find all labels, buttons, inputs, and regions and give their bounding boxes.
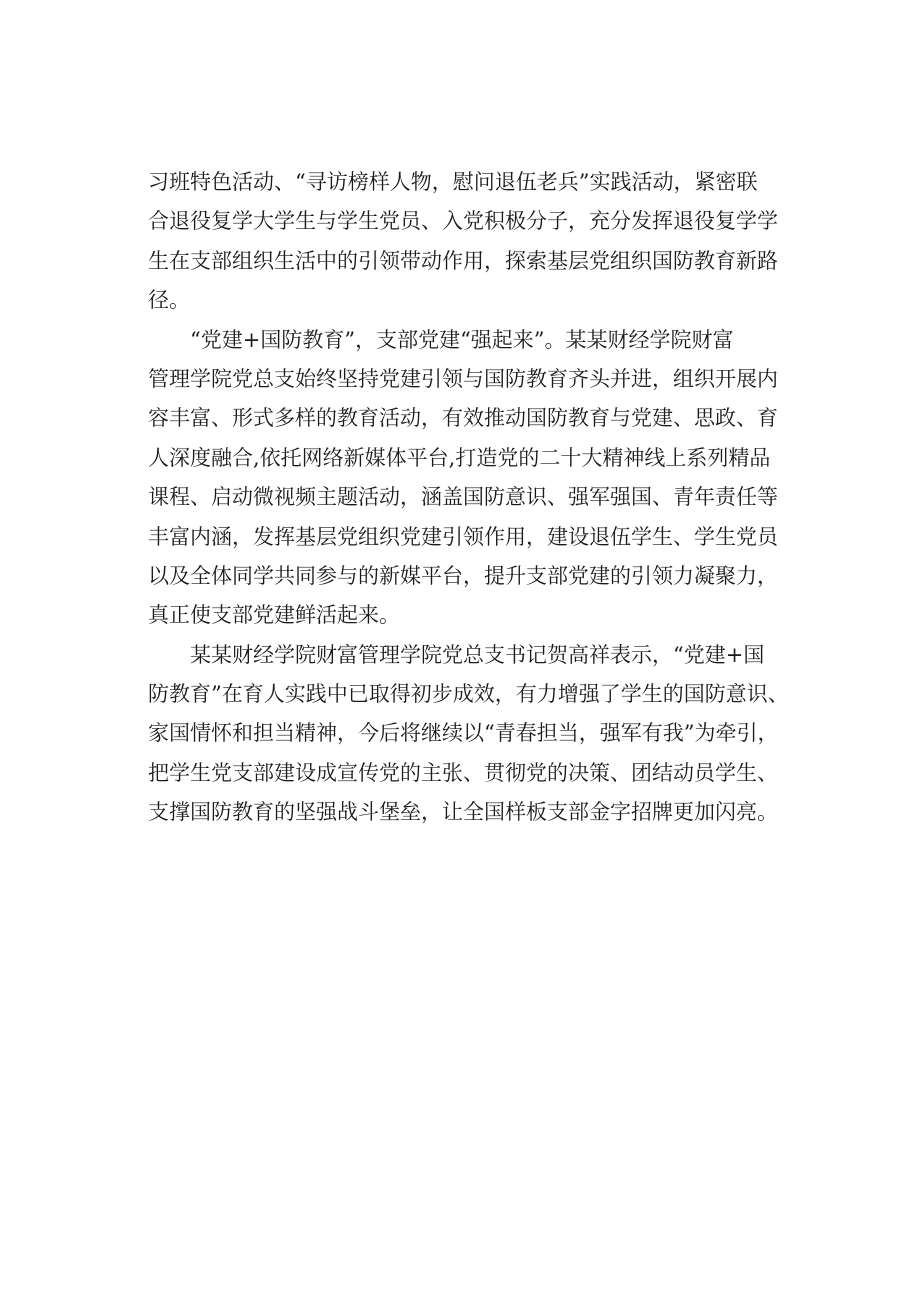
paragraph-line: 把学生党支部建设成宣传党的主张、贯彻党的决策、团结动员学生、 [148,760,778,785]
paragraph-1 [148,163,808,321]
paragraph-line: 防教育”在育人实践中已取得初步成效，有力增强了学生的国防意识、 [148,682,789,707]
article-body [148,163,808,833]
paragraph-line: 生在支部组织生活中的引领带动作用，探索基层党组织国防教育新路 [148,248,778,273]
paragraph-2 [148,321,808,636]
paragraph-3 [148,636,808,833]
paragraph-line: 真正使支部党建鲜活起来。 [148,603,400,628]
paragraph-line: 支撑国防教育的坚强战斗堡垒，让全国样板支部金字招牌更加闪亮。 [148,800,778,825]
paragraph-line: 以及全体同学共同参与的新媒平台，提升支部党建的引领力凝聚力， [148,563,778,588]
paragraph-line: 径。 [148,288,190,313]
paragraph-line: 家国情怀和担当精神，今后将继续以“青春担当，强军有我”为牵引， [148,721,779,746]
paragraph-line: 人深度融合,依托网络新媒体平台,打造党的二十大精神线上系列精品 [148,445,771,470]
paragraph-line: 习班特色活动、“寻访榜样人物，慰问退伍老兵”实践活动，紧密联 [148,170,758,194]
paragraph-line: “党建+国防教育”，支部党建“强起来”。某某财经学院财富 [190,327,734,352]
paragraph-line: 合退役复学大学生与学生党员、入党积极分子，充分发挥退役复学学 [148,209,778,234]
paragraph-line: 某某财经学院财富管理学院党总支书记贺高祥表示，“党建+国 [190,642,765,667]
paragraph-line: 丰富内涵，发挥基层党组织党建引领作用，建设退伍学生、学生党员 [148,524,778,549]
paragraph-line: 管理学院党总支始终坚持党建引领与国防教育齐头并进，组织开展内 [148,366,778,391]
paragraph-line: 容丰富、形式多样的教育活动，有效推动国防教育与党建、思政、育 [148,406,778,431]
paragraph-line: 课程、启动微视频主题活动，涵盖国防意识、强军强国、青年责任等 [148,485,778,510]
